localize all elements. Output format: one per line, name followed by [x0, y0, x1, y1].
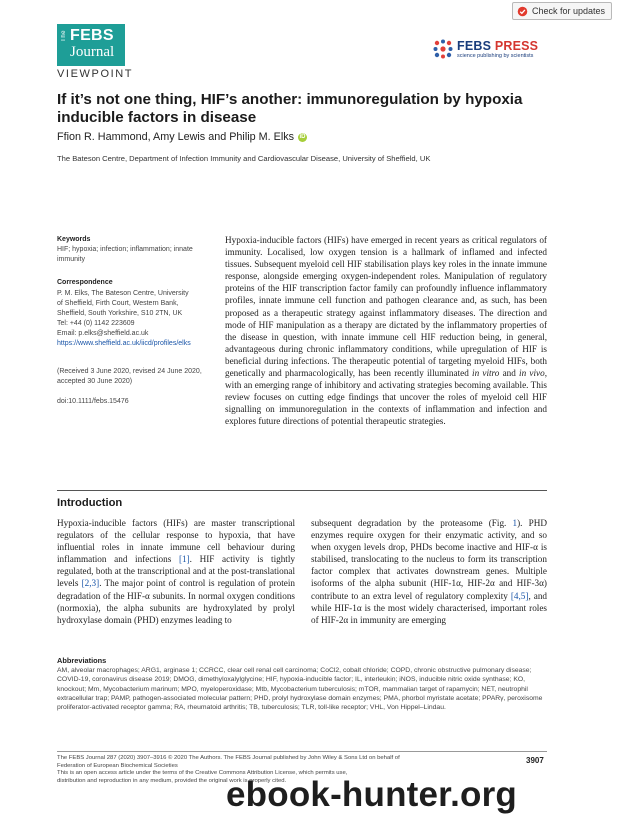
- correspondence-line: Tel: +44 (0) 1142 223609: [57, 320, 135, 327]
- affiliation: The Bateson Centre, Department of Infection Immunity and Cardiovascular Disease, University of Sheffield, UK: [57, 154, 431, 163]
- doi[interactable]: doi:10.1111/febs.15476: [57, 398, 129, 405]
- profile-link[interactable]: https://www.sheffield.ac.uk/iicd/profiles/elks: [57, 340, 191, 347]
- article-title: If it’s not one thing, HIF’s another: immunoregulation by hypoxia inducible factors in disease: [57, 91, 523, 126]
- correspondence-heading: Correspondence: [57, 279, 113, 286]
- logo-febs: FEBS: [70, 27, 114, 44]
- correspondence-line: P. M. Elks, The Bateson Centre, University: [57, 290, 189, 297]
- febs-press-name: FEBS PRESS: [457, 39, 539, 53]
- check-for-updates-label: Check for updates: [531, 6, 605, 16]
- introduction-heading: Introduction: [57, 497, 123, 509]
- received-dates: (Received 3 June 2020, revised 24 June 2020, accepted 30 June 2020): [57, 368, 202, 385]
- footer-license: The FEBS Journal 287 (2020) 3907–3916 © 2020 The Authors. The FEBS Journal published by John Wiley & Sons Ltd on behalf of Federation of European Biochemical Societies This is an open access article under the terms of the Creative Commons Attribution License, which permits use, distribution and reproduction in any medium, provided the original work is properly cited.: [57, 755, 400, 784]
- keywords-text: HIF; hypoxia; infection; inflammation; innate immunity: [57, 246, 193, 263]
- citation-link[interactable]: [1]: [178, 554, 190, 565]
- abbreviations-text: AM, alveolar macrophages; ARG1, arginase 1; CCRCC, clear cell renal cell carcinoma; CoCl2, cobalt chloride; COPD, chronic obstructive pulmonary disease; COVID-19, coronavirus disease 2019; DMOG, dimethyloxalylglycine; HIF, hypoxia-inducible factor; IL, interleukin; iNOS, inducible nitric oxide synthase; KO, knockout; Mm, Mycobacterium marinum; MPO, myeloperoxidase; Mtb, Mycobacterium tuberculosis; mTOR, mammalian target of rapamycin; NET, neutrophil extracellular trap; PAMP, pathogen-associated molecular pattern; PHD, prolyl hydroxylase domain enzymes; PMA, phorbol myristate acetate; PPARγ, peroxisome proliferator-activated receptor gamma; RA, rheumatoid arthritis; TB, tuberculosis; TLR, toll-like receptor; VHL, Von Hippel–Lindau.: [57, 667, 543, 712]
- section-label: VIEWPOINT: [57, 68, 134, 80]
- correspondence-line: of Sheffield, Firth Court, Western Bank,: [57, 300, 179, 307]
- check-for-updates-button[interactable]: [512, 2, 612, 20]
- introduction-column-right: subsequent degradation by the proteasome (Fig. 1). PHD enzymes require oxygen for their enzymatic activity, and so when oxygen levels drop, PHDs become inactive and HIF-α is stabilised, translocating to the nucleus to form its transcription factor complex that activates downstream genes. Multiple isoforms of the alpha subunit (HIF-1α, HIF-2α and HIF-3α) contribute to an extra level of regulatory complexity [4,5], and while HIF-1α is the most widely characterised, important roles of HIF-2α in immunity are emerging: [311, 518, 548, 625]
- logo-journal: Journal: [70, 44, 115, 60]
- febs-journal-logo: [57, 24, 125, 66]
- abbreviations-heading: Abbreviations: [57, 656, 107, 665]
- introduction-column-left: Hypoxia-inducible factors (HIFs) are master transcriptional regulators of the cellular response to hypoxia, that have influential roles in innate immune cell behaviour during inflammation and infections [1]. HIF activity is tightly regulated, both at the transcriptional and at the post-translational levels [2,3]. The major point of control is regulation of protein degradation of the HIF-α subunits. In normal oxygen conditions (normoxia), the alpha subunits are hydroxylated by prolyl hydroxylase domain (PHD) enzymes leading to: [57, 518, 296, 625]
- footer-divider: [57, 751, 547, 752]
- correspondence-line: Sheffield, South Yorkshire, S10 2TN, UK: [57, 310, 183, 317]
- page-number: 3907: [526, 756, 544, 765]
- keywords-heading: Keywords: [57, 236, 91, 243]
- logo-the: The: [61, 30, 67, 42]
- figure-link[interactable]: 1: [512, 518, 518, 528]
- citation-link[interactable]: [2,3]: [81, 578, 100, 589]
- abstract: Hypoxia-inducible factors (HIFs) have emerged in recent years as critical regulators of immunity. Localised, low oxygen tension is a hallmark of inflamed and infected tissues. Subsequent myeloid cell HIF stabilisation plays key roles in the innate immune response, alongside emerging oxygen-independent roles. Manipulation of regulatory proteins of the HIF transcription factor family can profoundly influence inflammatory profiles, innate immune cell function and pathogen clearance and, as such, has been proposed as a therapeutic strategy against inflammatory diseases. The direction and mode of HIF manipulation as a therapy are dictated by the inflammatory properties of the disease in question, with innate immune cell HIF reduction being, in general, advantageous during chronic inflammatory conditions, while upregulation of HIF is beneficial during infections. The therapeutic potential of targeting myeloid HIFs, both genetically and pharmacologically, has been recently illuminated in vitro and in vivo, with an emerging range of inhibitory and activating strategies becoming available. This review focuses on cutting edge findings that uncover the roles of myeloid cell HIF signalling on immunoregulation in the contexts of inflammation and infection and explores future directions of potential therapeutic strategies.: [225, 235, 547, 427]
- febs-press-tagline: science publishing by scientists: [457, 53, 534, 59]
- update-icon: [517, 6, 528, 17]
- correspondence-line: Email: p.elks@sheffield.ac.uk: [57, 330, 149, 337]
- orcid-icon[interactable]: iD: [299, 134, 306, 140]
- correspondence-block: [57, 289, 217, 349]
- citation-link[interactable]: [4,5]: [510, 590, 529, 601]
- section-divider: [57, 490, 547, 491]
- febs-press-dots-icon: [432, 38, 454, 60]
- authors-text: Ffion R. Hammond, Amy Lewis and Philip M. Elks: [57, 131, 295, 143]
- febs-press-logo: [432, 38, 552, 64]
- watermark: ebook-hunter.org: [226, 775, 517, 814]
- author-list: [57, 131, 307, 143]
